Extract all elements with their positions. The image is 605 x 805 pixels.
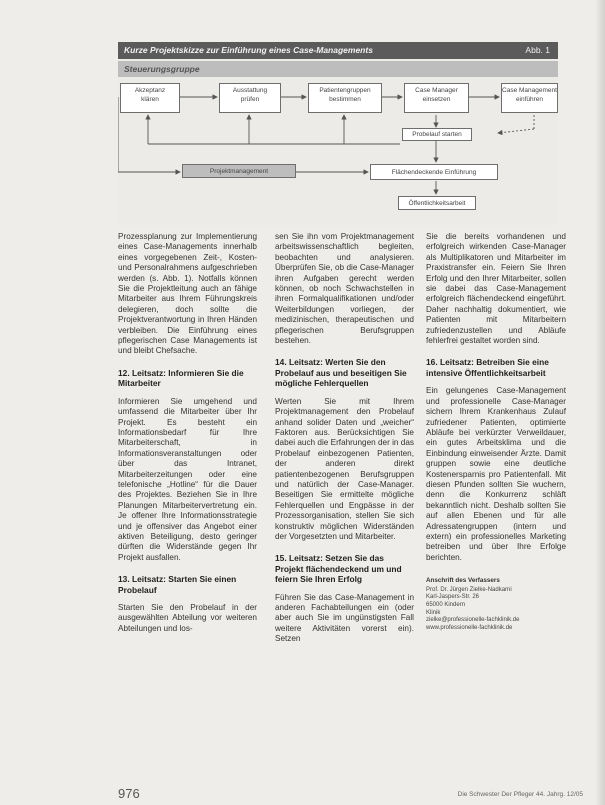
figure-subtitle-bar [118,61,558,77]
journal-reference: Die Schwester Der Pfleger 44. Jahrg. 12/05 [457,791,583,798]
col2-paragraph-3: Führen Sie das Case-Management in anderen Fachabteilungen ein (oder aber auch Sie im ungünstigsten Fall weitere Aktivitäten vorerst ein). Setzen [275,592,414,644]
box-case-management-line2: einführen [515,96,544,103]
box-ausstattung-line2: prüfen [240,96,260,103]
box-oeffentlichkeitsarbeit: Öffentlichkeitsarbeit [398,196,476,210]
box-ausstattung [219,83,281,113]
author-heading: Anschrift des Verfassers [426,577,500,585]
author-line: Karl-Jaspers-Str. 26 [426,594,480,601]
box-projektmanagement: Projektmanagement [182,164,296,178]
heading-leitsatz-16: 16. Leitsatz: Betreiben Sie eine intensive Öffentlichkeitsarbeit [426,357,549,378]
box-case-manager [404,83,469,113]
heading-leitsatz-12: 12. Leitsatz: Informieren Sie die Mitarbeiter [118,367,244,389]
text-column-1 [118,232,257,634]
col3-paragraph-1: Sie die bereits vorhandenen und erfolgreich wirkenden Case-Manager als Multiplikatoren und Mitarbeiter im Praxistransfer ein. Feiern Sie Ihren Erfolg und den Ihrer Mitarbeiter, sollen sie dabei das Case-Management erfolgreich flächendeckend eingeführt. Daher nachhaltig dokumentiert, wie Patienten mit Mitarbeitern zufriedenzustellen und Abläufe fehlerfrei gestaltet worden sind. [426,232,566,346]
box-case-management [501,83,558,113]
author-email[interactable]: zielke@professionelle-fachklinik.de [426,617,520,624]
heading-leitsatz-14: 14. Leitsatz: Werten Sie den Probelauf aus und beseitigen Sie mögliche Fehlerquellen [275,357,407,389]
box-flaechendeckend: Flächendeckende Einführung [370,164,498,180]
author-line: Klinik [426,609,441,616]
heading-leitsatz-13: 13. Leitsatz: Starten Sie einen Probelauf [118,574,237,595]
figure-header [118,42,558,59]
page-number: 976 [118,786,140,801]
box-patientengruppen-line2: bestimmen [329,96,361,103]
col1-paragraph-1: Prozessplanung zur Implementierung eines Case-Managements innerhalb eines vorgegebenen Zeit-, Kosten- und Personalrahmens aufgeschrieben werden (s. Abb. 1). Notfalls können Sie die Projektleitung auch an fähige Mitarbeiter aus Ihrem Führungskreis delegieren, doch sollte die Projektverantwortung in Ihren Händen verbleiben. Die Einführung eines pflegerischen Case Managements ist und bleibt Chefsache. [118,232,257,356]
text-column-3 [426,232,566,632]
box-case-management-line1: Case Management [502,87,557,94]
box-akzeptanz-line2: klären [141,96,159,103]
box-akzeptanz-line1: Akzeptanz [134,87,166,94]
flow-diagram [118,77,558,225]
box-ausstattung-line1: Ausstattung [232,87,268,94]
author-address [426,577,566,632]
col2-paragraph-1: sen Sie ihn vom Projektmanagement arbeitswissenschaftlich begleiten, beobachten und analysieren. Überprüfen Sie, ob die Case-Manager ihren Aufgaben gerecht werden können, ob noch Schwachstellen in ihren Formalqualifikationen und/oder Weiterbildungen vorliegen, der medizinischen, therapeutischen und pflegerischen Berufsgruppen bestehen. [275,232,414,346]
col3-paragraph-2: Ein gelungenes Case-Management und professionelle Case-Manager sichern Ihrem Krankenhaus Zulauf zufriedener Patienten, optimierte Abläufe bei verkürzter Verweildauer, ein gutes Arbeitsklima und die Einbindung einweisender Ärzte. Damit gruppen sowie eine deutliche Kostenersparnis pro Patientenfall. Mit diesen Pfunden sollten Sie wuchern, denn die Konkurrenz schläft bekanntlich nicht. Deshalb sollten Sie auf allen Ebenen und für alle Adressatengruppen (intern und extern) ein professionelles Marketing betreiben und über Ihre Erfolge berichten. [426,386,566,562]
box-patientengruppen [308,83,382,113]
author-website[interactable]: www.professionelle-fachklinik.de [426,624,513,631]
col1-paragraph-2: Informieren Sie umgehend und umfassend die Mitarbeiter über Ihr Projekt. Es besteht ein Informationsbedarf für Ihre Mitarbeiterschaft, in Informationsveranstaltungen oder über das Intranet, Mitarbeiterzeitungen oder eine telefonische „Hotline“ für die Dauer des Projektes. Beziehen Sie in Ihre Planungen Mitarbeitervertretung ein. Je offener Ihre Informationsstrategie und je offensiver das Angebot einer aktiven Beteiligung, desto geringer dürften die Widerstände gegen Ihr Projekt ausfallen. [118,396,257,562]
figure-title: Kurze Projektskizze zur Einführung eines Case-Managements [124,45,373,55]
col1-paragraph-3: Starten Sie den Probelauf in der ausgewählten Abteilung vor weiteren Abteilungen und los- [118,603,257,633]
box-akzeptanz [120,83,180,113]
box-case-manager-line1: Case Manager [415,87,458,94]
box-probelauf: Probelauf starten [402,128,472,141]
col2-paragraph-2: Werten Sie mit Ihrem Projektmanagement den Probelauf anhand solider Daten und „weicher“ Faktoren aus. Berücksichtigen Sie dabei auch die Erfahrungen der in das Probelauf einbezogenen Patienten, der anderen direkt patientenbezogenen Berufsgruppen und natürlich der Case-Manager. Beseitigen Sie ermittelte mögliche Fehlerquellen und Engpässe in der Prozessorganisation, stellen Sie sich konstruktiv möglichen Widerständen der Vorgesetzten und Mitarbeiter. [275,396,414,541]
heading-leitsatz-15: 15. Leitsatz: Setzen Sie das Projekt flächendeckend um und feiern Sie Ihren Erfolg [275,553,402,585]
box-patientengruppen-line1: Patientengruppen [319,87,371,94]
figure-subtitle: Steuerungsgruppe [124,64,200,74]
author-line: 65000 Kindern [426,601,466,608]
text-column-2 [275,232,414,645]
figure-label: Abb. 1 [525,45,550,55]
page-edge-shadow [595,0,605,805]
author-line: Prof. Dr. Jürgen Zielke-Nadkarni [426,586,512,593]
box-case-manager-line2: einsetzen [422,96,451,103]
